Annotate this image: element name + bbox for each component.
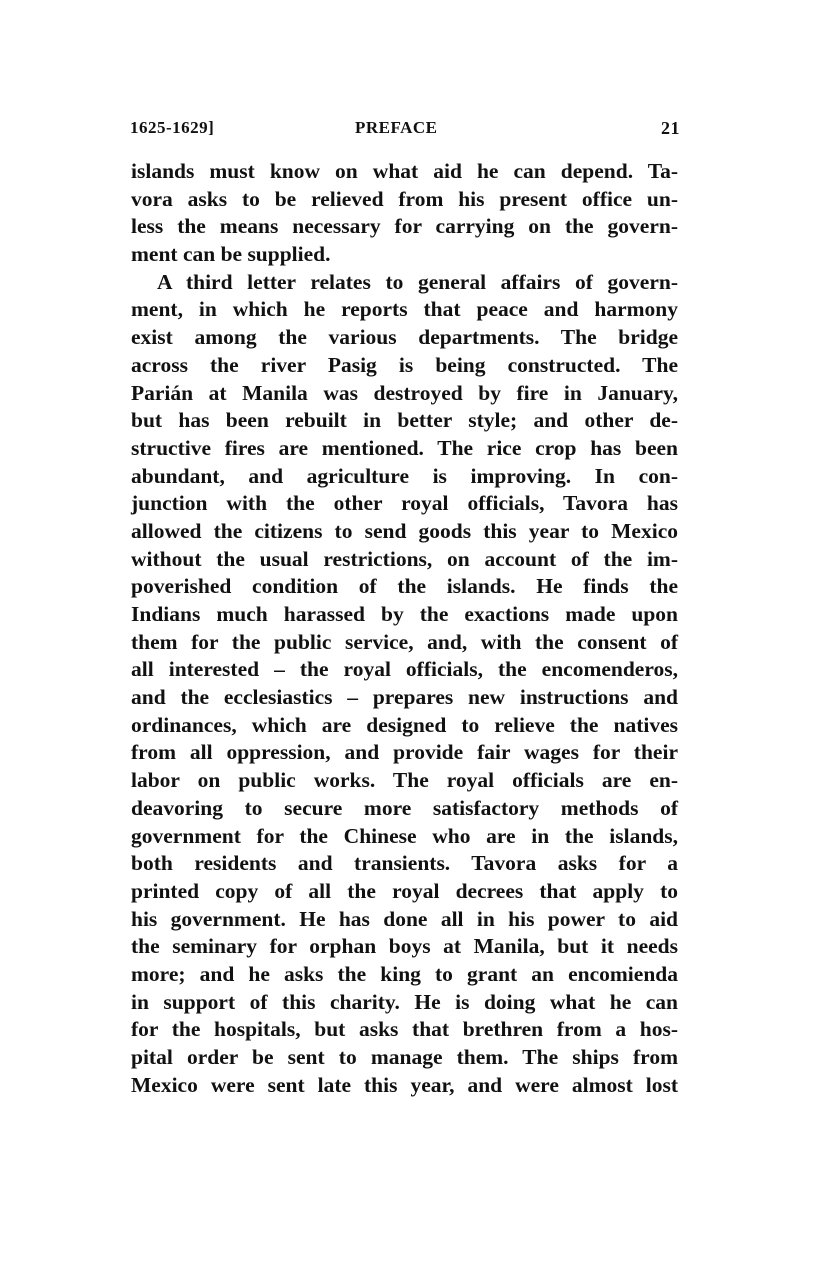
text-line: Indians much harassed by the exactions made upon [131, 602, 678, 626]
text-line: them for the public service, and, with the consent of [131, 629, 678, 654]
text-line: junction with the other royal officials, Tavora has [131, 491, 678, 516]
text-line: labor on public works. The royal officials are en- [131, 768, 678, 793]
text-line: exist among the various departments. The bridge [131, 325, 678, 350]
text-line: deavoring to secure more satisfactory methods of [131, 795, 678, 820]
text-line: the seminary for orphan boys at Manila, but it needs [131, 934, 678, 959]
text-line: both residents and transients. Tavora asks for a [131, 851, 678, 876]
text-line: but has been rebuilt in better style; and other de- [131, 408, 678, 433]
text-line: ment, in which he reports that peace and harmony [131, 297, 678, 322]
text-line: abundant, and agriculture is improving. In con- [131, 463, 678, 488]
text-line: Mexico were sent late this year, and were almost lost [131, 1072, 678, 1097]
text-line: less the means necessary for carrying on the govern- [131, 214, 678, 239]
text-line: islands must know on what aid he can depend. Ta- [131, 159, 678, 183]
running-head [130, 118, 680, 140]
text-line: pital order be sent to manage them. The ships from [131, 1045, 678, 1069]
text-line: structive fires are mentioned. The rice crop has been [131, 435, 678, 460]
header-section-title: PREFACE [355, 118, 438, 137]
text-line: across the river Pasig is being constructed. The [131, 352, 678, 377]
text-line: printed copy of all the royal decrees that apply to [131, 878, 678, 903]
text-line: allowed the citizens to send goods this year to Mexico [131, 518, 678, 543]
header-date-range: 1625-1629] [130, 118, 215, 137]
text-line: for the hospitals, but asks that brethren from a hos- [131, 1017, 678, 1042]
text-line: without the usual restrictions, on account of the im- [131, 546, 678, 571]
text-line: ordinances, which are designed to relieve the natives [131, 712, 678, 737]
text-line: government for the Chinese who are in the islands, [131, 823, 678, 848]
body-text [131, 158, 678, 1099]
text-line: all interested – the royal officials, the encomenderos, [131, 657, 678, 682]
text-line: A third letter relates to general affairs of govern- [157, 269, 678, 294]
text-line: in support of this charity. He is doing what he can [131, 989, 678, 1014]
text-line: from all oppression, and provide fair wages for their [131, 740, 678, 765]
text-line: ment can be supplied. [131, 242, 331, 267]
text-line: his government. He has done all in his power to aid [131, 906, 678, 931]
text-line: more; and he asks the king to grant an encomienda [131, 961, 678, 986]
text-line: and the ecclesiastics – prepares new instructions and [131, 685, 678, 710]
text-line: poverished condition of the islands. He finds the [131, 574, 678, 599]
text-line: vora asks to be relieved from his present office un- [131, 186, 678, 211]
text-line: Parián at Manila was destroyed by fire in January, [131, 380, 678, 405]
page-number: 21 [661, 118, 680, 138]
